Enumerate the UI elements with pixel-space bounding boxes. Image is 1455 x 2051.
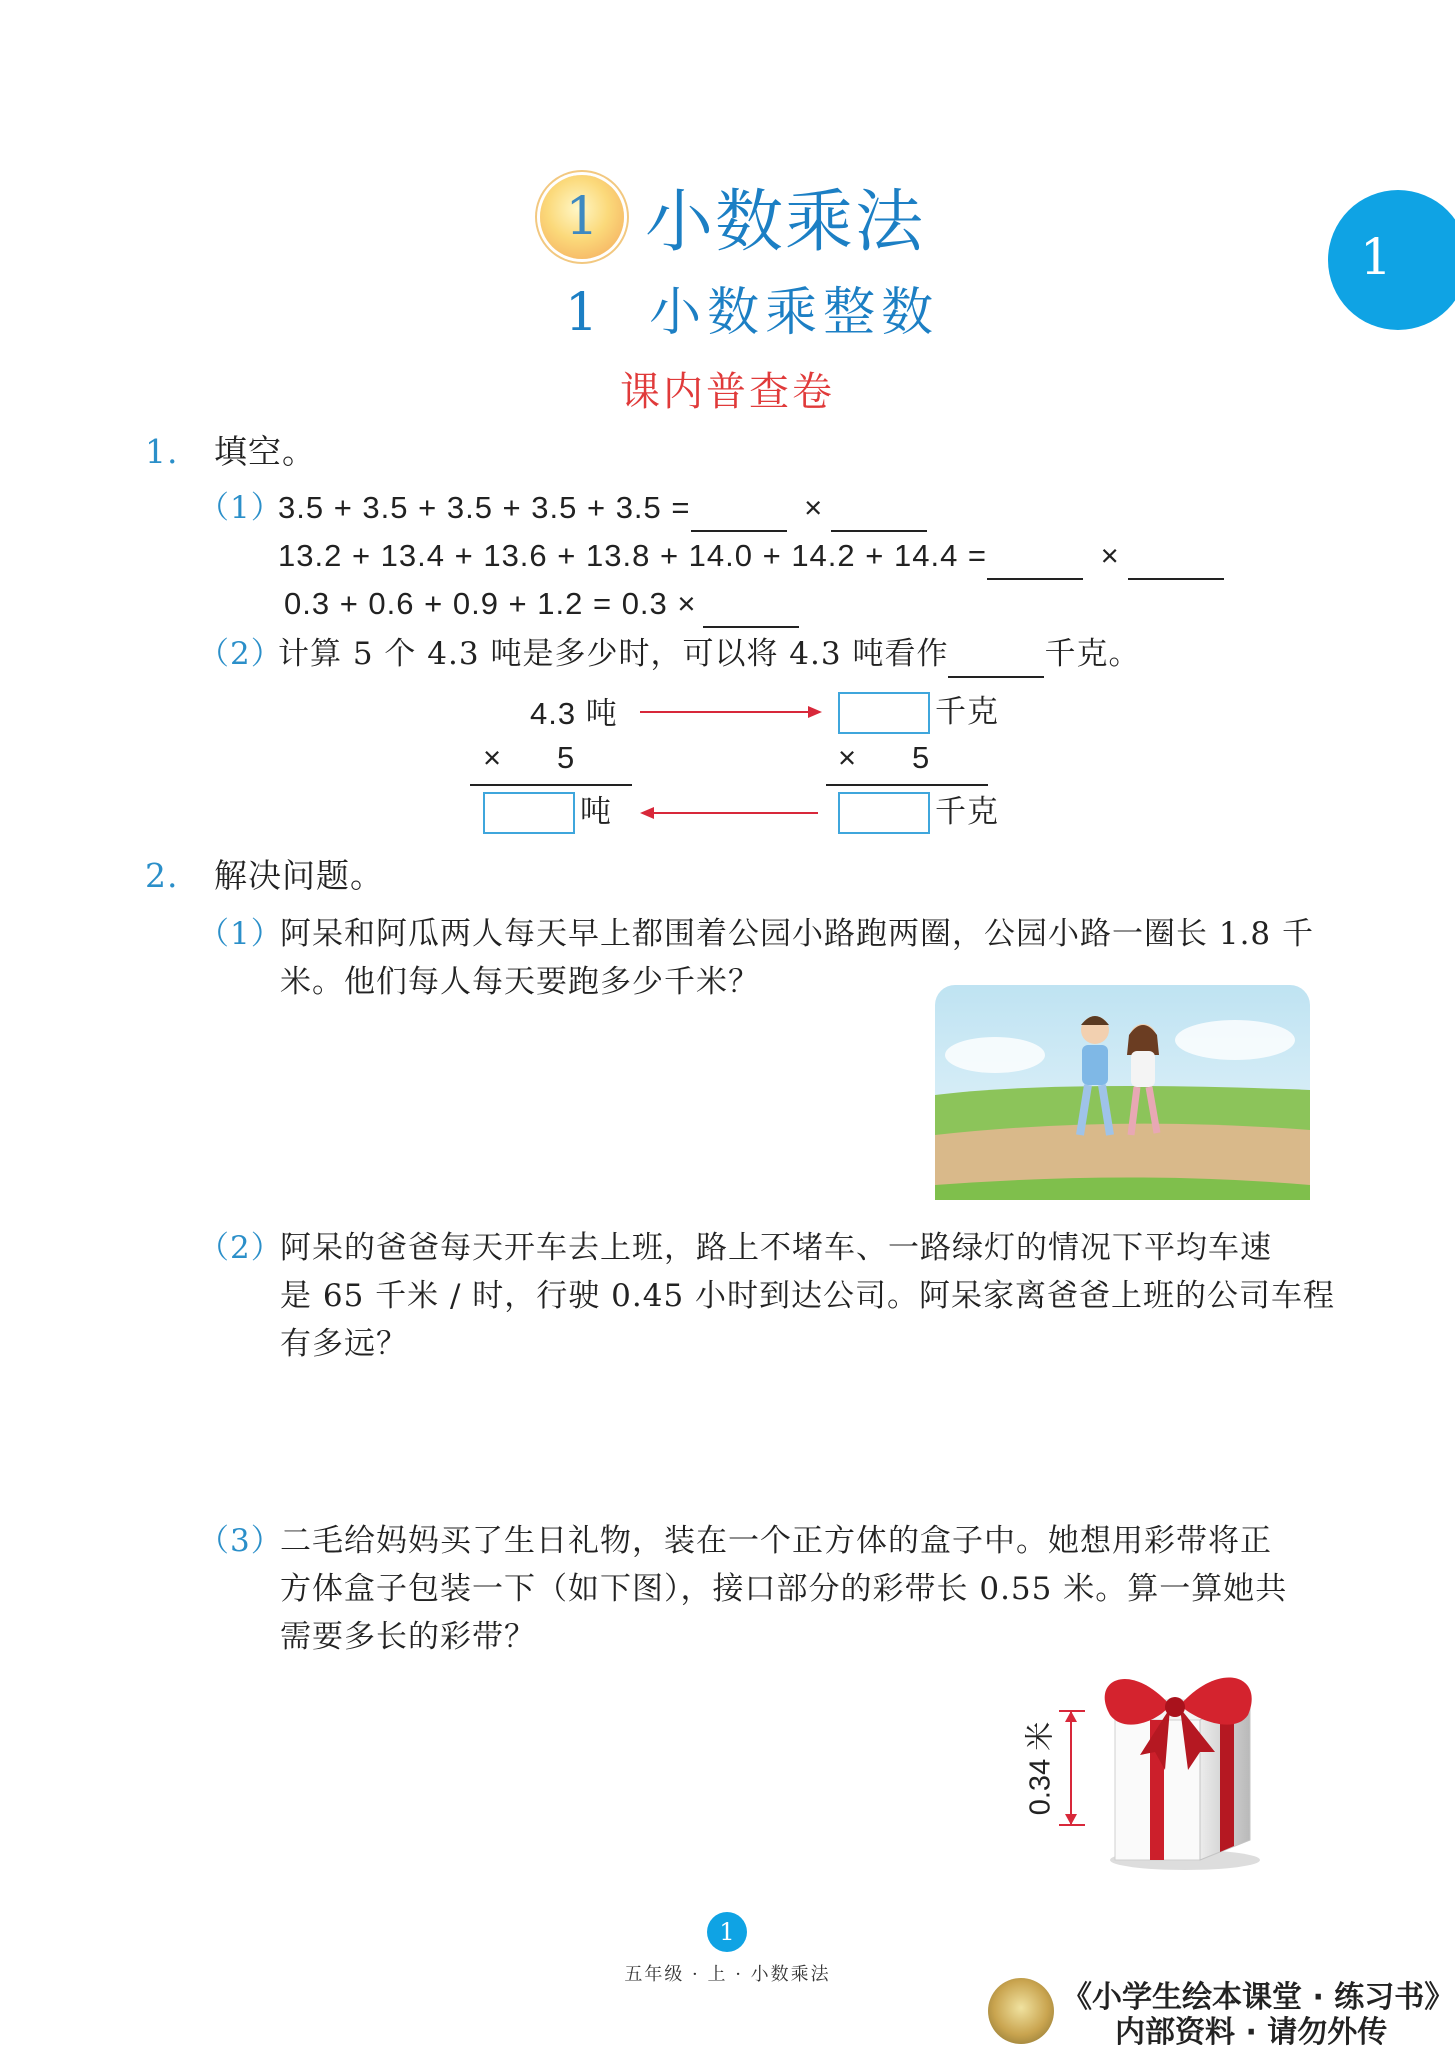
calc-left-top: 4.3 吨	[530, 696, 618, 731]
calc-right-times: ×	[838, 740, 858, 775]
answer-blank[interactable]	[831, 500, 927, 532]
q1-line1-expression: 3.5 + 3.5 + 3.5 + 3.5 + 3.5 =	[278, 490, 691, 525]
q1-part2-text	[278, 630, 1140, 678]
q1-part2-label: （2）	[198, 636, 283, 672]
height-dimension-line	[1055, 1708, 1095, 1828]
answer-blank[interactable]	[703, 596, 799, 628]
q2-part3-line1: 二毛给妈妈买了生日礼物，装在一个正方体的盒子中。她想用彩带将正	[280, 1523, 1272, 1559]
q2-part2-line1: 阿呆的爸爸每天开车去上班，路上不堵车、一路绿灯的情况下平均车速	[280, 1230, 1272, 1266]
times-sign: ×	[1100, 538, 1120, 573]
q1-line2-expression: 13.2 + 13.4 + 13.6 + 13.8 + 14.0 + 14.2 + 14.4 =	[278, 538, 988, 573]
q2-part1-line2: 米。他们每人每天要跑多少千米？	[280, 964, 760, 1000]
arrow-right-icon	[640, 706, 822, 718]
times-sign: ×	[804, 490, 824, 525]
answer-blank[interactable]	[987, 548, 1083, 580]
children-running-illustration	[935, 985, 1310, 1200]
answer-blank[interactable]	[1128, 548, 1224, 580]
calc-right-unit-bottom: 千克	[935, 794, 999, 830]
q2-part1-line1: 阿呆和阿瓜两人每天早上都围着公园小路跑两圈，公园小路一圈长 1.8 千	[280, 916, 1315, 952]
calc-left-factor: 5	[557, 740, 576, 775]
q1-number: 1.	[145, 432, 179, 471]
chapter-title: 小数乘法	[645, 183, 926, 262]
q1-part1-line1	[278, 484, 927, 532]
q1-part2-text-after: 千克。	[1044, 636, 1141, 672]
q1-title: 填空。	[214, 432, 316, 471]
answer-blank[interactable]	[691, 500, 787, 532]
q2-title: 解决问题。	[214, 856, 384, 895]
q2-part2-line3: 有多远？	[280, 1326, 408, 1362]
q1-line3-expression: 0.3 + 0.6 + 0.9 + 1.2 = 0.3 ×	[284, 586, 697, 621]
chapter-side-tab-number: 1	[1360, 228, 1392, 286]
q2-part1-label: （1）	[198, 916, 283, 952]
calc-right-rule	[826, 784, 988, 786]
calc-left-answer-box[interactable]	[483, 792, 575, 834]
q2-part3-line3: 需要多长的彩带？	[280, 1619, 536, 1655]
q2-part2-label: （2）	[198, 1230, 283, 1266]
lesson-title: 1 小数乘整数	[565, 283, 940, 343]
chapter-number: 1	[565, 187, 599, 247]
footer-caption: 五年级 · 上 · 小数乘法	[624, 1964, 831, 1985]
page-number: 1	[707, 1912, 747, 1952]
section-title: 课内普查卷	[620, 369, 835, 415]
q2-number: 2.	[145, 856, 179, 895]
arrow-left-icon	[640, 807, 818, 819]
q2-part3-label: （3）	[198, 1523, 283, 1559]
answer-blank[interactable]	[948, 646, 1044, 678]
q1-part1-line2	[278, 532, 1224, 580]
q1-part1-line3	[284, 580, 799, 628]
conversion-arrows	[630, 695, 830, 845]
q2-part2-line2: 是 65 千米 / 时，行驶 0.45 小时到达公司。阿呆家离爸爸上班的公司车程	[280, 1278, 1336, 1314]
gift-height-label: 0.34 米	[1024, 1721, 1057, 1816]
calc-left-times: ×	[483, 740, 503, 775]
calc-right-answer-box[interactable]	[838, 792, 930, 834]
publisher-notice: 内部资料 · 请勿外传	[1115, 2015, 1388, 2050]
q1-part2-text-before: 计算 5 个 4.3 吨是多少时，可以将 4.3 吨看作	[278, 636, 949, 672]
q2-part3-line2: 方体盒子包装一下（如下图），接口部分的彩带长 0.55 米。算一算她共	[280, 1571, 1288, 1607]
calc-right-factor: 5	[912, 740, 931, 775]
publisher-logo-icon	[988, 1978, 1054, 2044]
publisher-title: 《小学生绘本课堂 · 练习书》	[1062, 1980, 1455, 2015]
chapter-number-badge	[540, 175, 624, 259]
calc-right-unit-top: 千克	[935, 694, 999, 730]
calc-left-unit: 吨	[580, 794, 612, 830]
gift-box-illustration	[1070, 1660, 1270, 1875]
calc-left-rule	[470, 784, 632, 786]
q1-part1-label: （1）	[198, 490, 283, 526]
calc-right-top-box[interactable]	[838, 692, 930, 734]
